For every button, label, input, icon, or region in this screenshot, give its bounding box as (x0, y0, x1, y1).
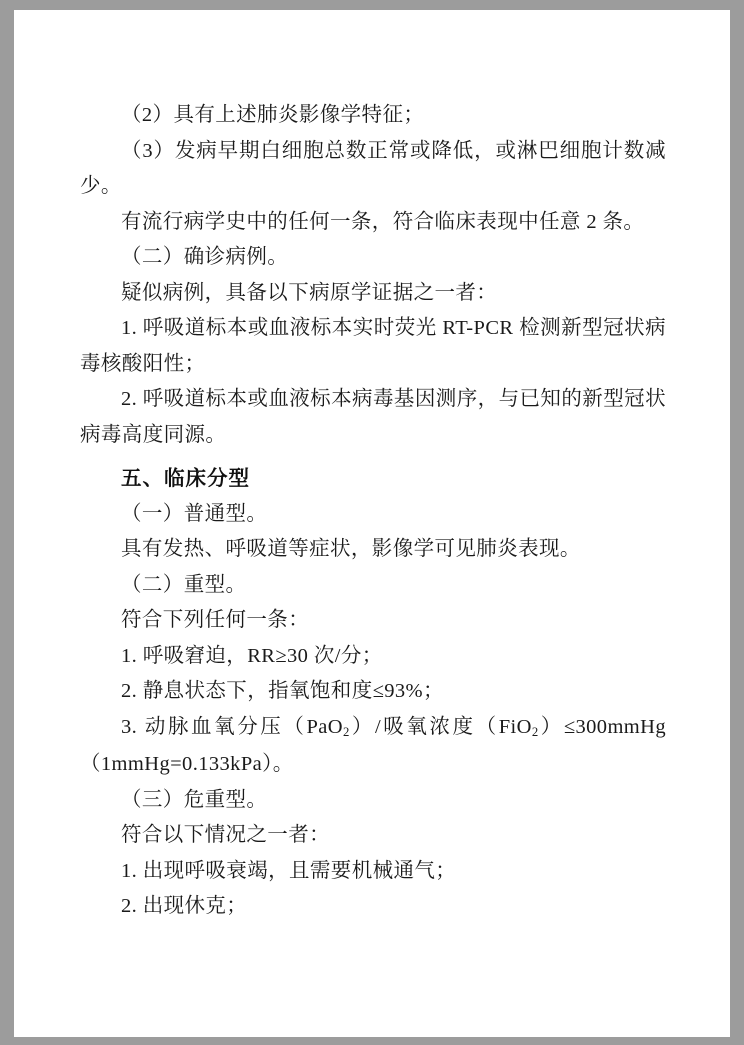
paragraph-criteria-3: （3）发病早期白细胞总数正常或降低，或淋巴细胞计数减少。 (80, 139, 666, 197)
paragraph-section-confirmed-case: （二）确诊病例。 (121, 246, 289, 268)
paragraph-severe-item-2: 2. 静息状态下，指氧饱和度≤93%； (121, 680, 444, 702)
paragraph-type-common: （一）普通型。 (121, 502, 268, 525)
severe-item-3-part-b: ）/吸氧浓度（FiO (349, 715, 532, 738)
severe-item-3-part-c: ）≤300mmHg（1mmHg=0.133kPa）。 (80, 715, 666, 775)
document-page (14, 10, 730, 1037)
paragraph-type-critical: （三）危重型。 (121, 788, 268, 811)
paragraph-epidemiology-rule: 有流行病学史中的任何一条，符合临床表现中任意 2 条。 (121, 210, 645, 233)
paragraph-severe-item-3 (80, 710, 666, 783)
paragraph-evidence-item-1: 1. 呼吸道标本或血液标本实时荧光 RT-PCR 检测新型冠状病毒核酸阳性； (80, 317, 666, 375)
paragraph-type-common-desc: 具有发热、呼吸道等症状，影像学可见肺炎表现。 (121, 538, 581, 560)
pao2-subscript: 2 (342, 725, 350, 740)
paragraph-suspected-case-intro: 疑似病例，具备以下病原学证据之一者： (121, 281, 498, 304)
fio2-subscript: 2 (531, 725, 539, 740)
paragraph-criteria-2: （2）具有上述肺炎影像学特征； (121, 104, 425, 126)
heading-clinical-classification: 五、临床分型 (121, 467, 250, 490)
paragraph-critical-intro: 符合以下情况之一者： (121, 824, 330, 846)
severe-item-3-part-a: 3. 动脉血氧分压（PaO (121, 715, 343, 738)
paragraph-severe-item-1: 1. 呼吸窘迫，RR≥30 次/分； (121, 644, 383, 667)
page-content-area (14, 10, 730, 1037)
paragraph-severe-intro: 符合下列任何一条： (121, 609, 310, 631)
paragraph-type-severe: （二）重型。 (121, 573, 247, 596)
paragraph-evidence-item-2: 2. 呼吸道标本或血液标本病毒基因测序，与已知的新型冠状病毒高度同源。 (80, 388, 666, 446)
paragraph-critical-item-1: 1. 出现呼吸衰竭，且需要机械通气； (121, 859, 457, 882)
paragraph-critical-item-2: 2. 出现休克； (121, 895, 248, 917)
